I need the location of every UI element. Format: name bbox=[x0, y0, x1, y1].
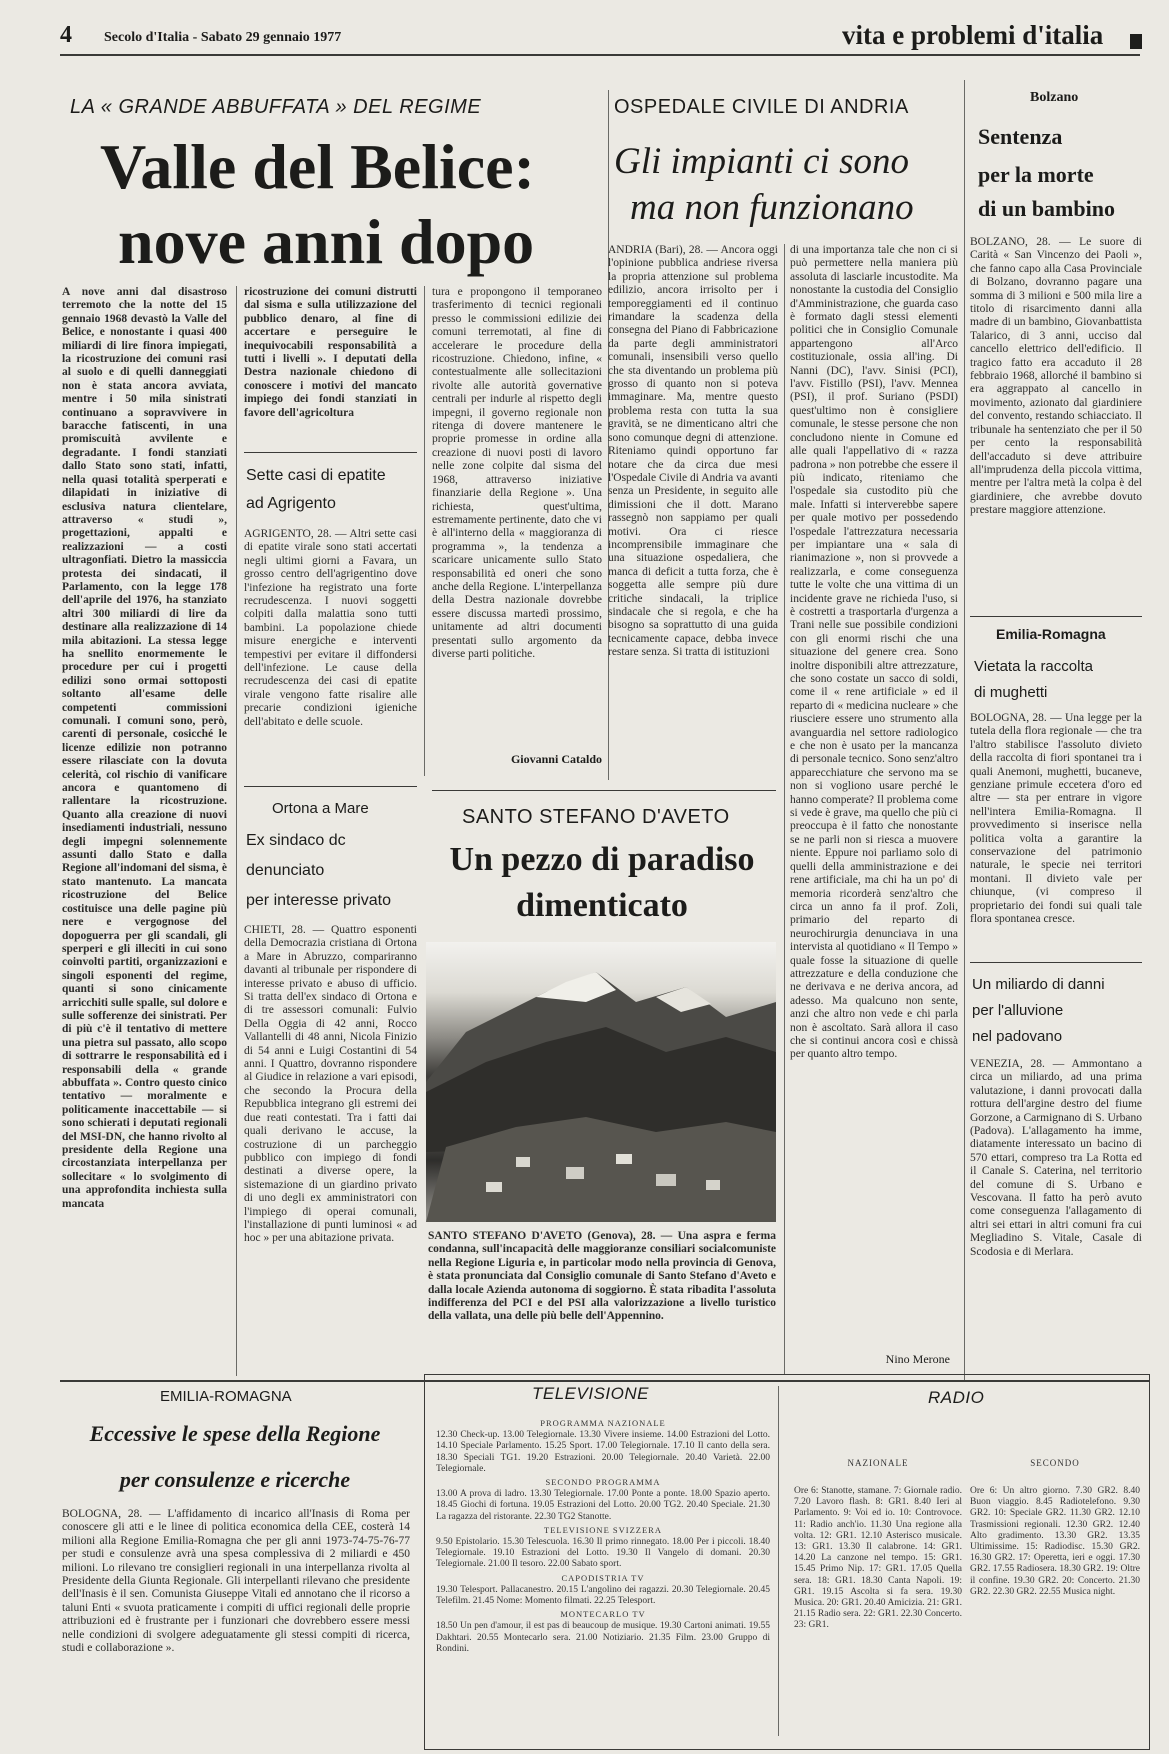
paper-date-line: Secolo d'Italia - Sabato 29 gennaio 1977 bbox=[104, 30, 342, 45]
padovano-title-line3: nel padovano bbox=[972, 1028, 1063, 1045]
santo-stefano-kicker: SANTO STEFANO D'AVETO bbox=[462, 806, 730, 828]
radio-col2-head: SECONDO bbox=[1030, 1458, 1080, 1468]
mughetti-body: BOLOGNA, 28. — Una legge per la tutela della flora regionale — che tra l'altro stabilisce l'assoluto divieto della raccolta di fiori spontanei tra i quali Anemoni, mughetti, bucaneve, genziane primule eccetera d'oro ed altre — sta per entrare in vigore nell'intera Emilia-Romagna. Il provvedimento si inserisce nella politica volta a garantire la conservazione del patrimonio naturale, le specie nei territori montani. Il divieto vale per chiunque, (vi compreso il proprietario dei fondi sui quali tale flora spontanea cresce. bbox=[970, 712, 1142, 926]
andria-signature: Nino Merone bbox=[885, 1352, 950, 1366]
article-divider bbox=[970, 616, 1142, 617]
mountain-landscape-icon bbox=[426, 942, 776, 1222]
belice-column-1: A nove anni dal disastroso terremoto che la notte del 15 gennaio 1968 devastò la Valle del Belice, e nonostante i quasi 400 miliardi di lire finora impiegati, la ricostruzione dei comuni rasi al suolo e di quelli danneggiati non è stata ancora avviata, mentre i 50 mila sinistrati continuano a sopravvivere in baracche fatiscenti, in una promiscuità avvilente e degradante. I fondi stanziati dallo Stato sono stati, infatti, nella quasi totalità sperperati e dilapidati in iniziative di esclusiva natura clientelare, attraverso « studi », progettazioni, appalti e realizzazioni — a costi ultragonfiati. Dietro la massiccia protesta dei sindacati, il Parlamento, con la legge 178 dell'aprile del 1976, ha stanziato altri 300 miliardi di lire da destinare alla realizzazione di 14 mila abitazioni. La stessa legge ha snellito enormemente le procedure per cui i progetti edilizi sono ormai sottoposti soltanto all'esame delle competenti commissioni comunali. I comuni sono, però, carenti di personale, cosicché le licenze edilizie non potranno essere rilasciate con la dovuta celerità, col rischio di vanificare ancora e quantomeno di rallentare la ricostruzione. Quanto alla creazione di nuovi insediamenti industriali, nessuno degli impegni solennemente assunti dallo Stato e dalla Regione all'indomani del sisma, è stato mantenuto. La mancata ricostruzione del Belice costituisce una delle pagine più nere e vergognose del dopoguerra per gli scandali, gli sperperi e gli illeciti in cui sono coinvolti partiti, organizzazioni e singoli esponenti del regime, quanti si sono cinicamente arricchiti sulle spalle, sul dolore e sulle sofferenze dei sinistrati. Per di più c'è il tentativo di mettere una pietra sul passato, allo scopo di sottrarre le responsabilità ed i responsabili della « grande abbuffata ». Contro questo cinico tentativo — moralmente e politicamente inaccettabile — si sono schierati i deputati regionali del MSI-DN, che hanno rivolto al presidente della Regione una circostanziata interpellanza per sollecitare « lo svolgimento di una approfondita inchiesta sulla mancata bbox=[62, 286, 227, 1210]
mughetti-kicker: Emilia-Romagna bbox=[996, 626, 1106, 642]
article-divider bbox=[970, 962, 1142, 963]
radio-col2-schedule: Ore 6: Un altro giorno. 7.30 GR2. 8.40 Buon viaggio. 8.45 Radiotelefono. 9.30 GR2. 10: Speciale GR2. 11.30 GR2. 12.10 Trasmissioni regionali. 12.30 GR2. 12.40 Alto gradimento. 13.30 GR2. 13.35 Ultimissime. 15: Radiodisc. 15.30 GR2. 16.30 GR2. 17: Operetta, ieri e oggi. 17.30 GR2. 17.55 Radiosera. 18.30 GR2. 19: Oltre il confine. 19.30 GR2. 20: Concerto. 21.30 GR2. 22.30 GR2. 22.55 Musica night. bbox=[970, 1486, 1140, 1597]
andria-kicker: OSPEDALE CIVILE DI ANDRIA bbox=[614, 96, 909, 118]
tv-channel-heading: PROGRAMMA NAZIONALE bbox=[540, 1418, 666, 1428]
article-divider bbox=[244, 452, 417, 453]
padovano-title-line1: Un miliardo di danni bbox=[972, 976, 1105, 993]
radio-col1-schedule: Ore 6: Stanotte, stamane. 7: Giornale radio. 7.20 Lavoro flash. 8: GR1. 8.40 Ieri al Parlamento. 9: Voi ed io. 10: Controvoce. 11: Radio anch'io. 11.30 Una regione alla volta. 12: GR1. 12.10 Asterisco musicale. 13: GR1. 13.30 Il calabrone. 14: GR1. 14.20 La canzone nel tempo. 15: GR1. 15.45 Primo Nip. 17: GR1. 17.05 Quella sera. 18: GR1. 18.30 Canta Napoli. 19: GR1. 19.15 Ascolta si fa sera. 19.30 Musica. 20: GR1. 20.40 Amicizia. 21: GR1. 21.15 Radio sera. 22: GR1. 22.30 Concerto. 23: GR1. bbox=[794, 1486, 962, 1631]
page-number: 4 bbox=[60, 22, 72, 48]
radio-col1-head: NAZIONALE bbox=[847, 1458, 909, 1468]
ortona-kicker: Ortona a Mare bbox=[272, 800, 369, 817]
tv-channel-schedule: 19.30 Telesport. Pallacanestro. 20.15 L'angolino dei ragazzi. 20.30 Telegiornale. 20.45 Telefilm. 21.45 Nome: Momento filmati. 22.25 Telesport. bbox=[436, 1584, 770, 1607]
radio-title: RADIO bbox=[928, 1388, 985, 1407]
column-divider bbox=[236, 286, 237, 1376]
column-divider bbox=[784, 244, 785, 1374]
santo-stefano-title-line1: Un pezzo di paradiso bbox=[449, 841, 755, 878]
article-divider bbox=[244, 786, 417, 787]
padovano-title-line2: per l'alluvione bbox=[972, 1002, 1064, 1019]
ortona-body: CHIETI, 28. — Quattro esponenti della Democrazia cristiana di Ortona a Mare in Abruzzo, compariranno davanti al tribunale per rispondere di interesse privato e abuso di ufficio. Si tratta dell'ex sindaco di Ortona e di tre assessori comunali: Fulvio Della Oggia di 42 anni, Rocco Vallantelli di 48 anni, Nicola Finizio di 54 anni e Luigi Costantini di 54 anni. I Quattro, dovranno rispondere al Giudice in relazione a vari episodi, che secondo la Procura della Repubblica integrano gli estremi dei due reati contestati. Tra i fatti dai quali derivano le accuse, la costruzione di un parcheggio pubblico con impiego di fondi destinati a diverse opere, la sistemazione di un giardino privato di uno degli ex amministratori con l'impiego di operai comunali, l'installazione di punti luminosi « ad hoc » per una abitazione privata. bbox=[244, 924, 417, 1245]
tv-channel-schedule: 9.50 Epistolario. 15.30 Telescuola. 16.30 Il primo rinnegato. 18.00 Per i piccoli. 18.40 Telegiornale. 19.10 Estrazioni del Lotto. 19.30 Il Vangelo di domani. 20.30 Telegiornale. 21.00 Il tesoro. 22.00 Sabato sport. bbox=[436, 1537, 770, 1570]
ortona-title-line3: per interesse privato bbox=[246, 892, 391, 909]
bolzano-title-line2: per la morte bbox=[978, 162, 1094, 187]
belice-title-line2: nove anni dopo bbox=[118, 206, 535, 277]
padovano-body: VENEZIA, 28. — Ammontano a circa un miliardo, ad una prima valutazione, i danni provocati dalla rottura dell'argine destro del fiume Gorzone, a Carmignano di S. Urbano (Padova). L'allagamento ha imme, diatamente interessato un bacino di 570 ettari, compreso tra La Rotta ed il Canale S. Caterina, nel territorio del comune di S. Urbano e Vescovana. Il fatto ha però avuto come conseguenza l'allagamento di altri sei ettari in altri comuni fra cui Megliadino S. Vitale, Casale di Scodosia e di Merlara. bbox=[970, 1058, 1142, 1258]
agrigento-body: AGRIGENTO, 28. — Altri sette casi di epatite virale sono stati accertati negli ultimi giorni a Favara, un grosso centro dell'agrigentino dove l'infezione ha registrato una forte recrudescenza. I nuovi soggetti colpiti dalla malattia sono tutti bambini. La popolazione chiede misure energiche e interventi tempestivi per evitare il diffondersi dell'infezione. Le cause della recrudescenza dei casi di epatite virale vengono fatte risalire alle precarie condizioni igieniche dell'abitato e delle scuole. bbox=[244, 528, 417, 728]
mountain-village-photo bbox=[426, 942, 776, 1222]
spese-body: BOLOGNA, 28. — L'affidamento di incarico all'Inasis di Roma per conoscere gli atti e le linee di politica economica della CEE, costerà 14 milioni alla Regione Emilia-Romagna che per gli anni 1973-74-75-76-77 per studi e consulenze avrà una spesa complessiva di 2 miliardi e 450 milioni. Lo rilevano tre consiglieri regionali in una interpellanza rivolta al Presidente della Giunta Regionale. Gli interpellanti rilevano che presidente dell'Inasis è il sen. Comunista Giuseppe Vitali ed annotano che il ricorso a taluni Enti « svuota praticamente i compiti di uffici regionali delle proprie attribuzioni ed è frustrante per i funzionari che dovrebbero essere messi nelle condizioni di svolgere adeguatamente gli stessi compiti di ricerca, studi e collaborazione ». bbox=[62, 1508, 410, 1655]
belice-column-3: tura e propongono il temporaneo trasferimento di tecnici regionali presso le commissioni edilizie dei comuni terremotati, al fine di accelerare le procedure della ricostruzione. Chiedono, infine, « contestualmente alle sollecitazioni rivolte alle autorità governative centrali per indurle al rispetto degli impegni, il governo regionale non ritenga di dovere mantenere le proprie promesse in ordine alla creazione di nuovi posti di lavoro nelle zone colpite dal sisma del 1968, attraverso iniziative finanziarie della Regione ». Una richiesta, quest'ultima, estremamente pertinente, dato che vi è all'interno della « maggioranza di programma », la tendenza a scaricare unicamente sullo Stato responsabilità ed oneri che sono anche della Regione. L'interpellanza della Destra nazionale dovrebbe essere discussa martedì prossimo, unitamente ad altri documenti presentati sullo argomento da diverse parti politiche. bbox=[432, 286, 602, 660]
tv-title: TELEVISIONE bbox=[532, 1384, 649, 1403]
bolzano-body: BOLZANO, 28. — Le suore di Carità « San Vincenzo dei Paoli », che fanno capo alla Casa Provinciale di Bolzano, dovranno pagare una somma di 3 milioni e 500 mila lire a titolo di risarcimento danni alla madre di un bambino, Giovanbattista Talarico, di 3 anni, ucciso dal cancello elettrico dell'edificio. Il tragico fatto era accaduto il 28 febbraio 1968, allorché il bambino si era aggrappato al cancello in movimento, azionato dal giardiniere del convento, restando schiacciato. Il tribunale ha sentenziato che per il 50 per cento la responsabilità dell'accaduto si deve attribuire all'imprudenza della piccola vittima, mentre per l'altra metà la colpa è del giardiniere, che avrebbe dovuto prestare maggiore attenzione. bbox=[970, 236, 1142, 517]
andria-title-line1: Gli impianti ci sono bbox=[614, 141, 909, 182]
andria-column-1: ANDRIA (Bari), 28. — Ancora oggi l'opinione pubblica andriese riversa la propria attenzione sul problema edilizio, ancora irrisolto per i temporeggiamenti ed il continuo rimandare la scadenza della consegna del Piano di Fabbricazione da parte degli amministratori comunali, insensibili verso quello che sta diventando un problema più grosso di quanto non si poteva immaginare. Ma, mentre questo problema resta con tutta la sua gravità, se ne dimenticano altri che sono comunque degni di attenzione. Riteniamo quindi opportuno far notare che da circa due mesi l'Ospedale Civile di Andria va avanti senza un Presidente, in seguito alle dimissioni che il dott. Marano rassegnò non sappiamo per quali motivi. Ora ci riesce incomprensibile immaginare che una situazione ospedaliera, che manca di deficit a tutta forza, che è soggetta alle sempre più dure critiche sindacali, la triplice sindacale che si regola, e che ha bisogno sa soprattutto di una guida tecnicamente capace, debba invece restare senza. Si tratta di istituzioni bbox=[608, 244, 778, 659]
header-rule bbox=[60, 54, 1140, 56]
spese-kicker: EMILIA-ROMAGNA bbox=[160, 1388, 292, 1405]
santo-stefano-title-line2: dimenticato bbox=[516, 887, 688, 924]
agrigento-title-line1: Sette casi di epatite bbox=[246, 467, 386, 484]
andria-column-2: di una importanza tale che non ci si può permettere nella maniera più assoluta di lasciarle incustodite. Ma nonostante la custodia del Consiglio d'Amministrazione, che guarda caso è formato dagli stessi elementi politici che in Consiglio Comunale appartengono all'Arco costituzionale, ossia all'ing. Di Nanni (DC), l'avv. Sinisi (PCI), l'avv. Fistillo (PSI), l'avv. Mennea (PSI), il prof. Suriano (PSDI) quest'ultimo non è consigliere comunale, le stesse persone che non concludono niente in Comune ed alle quali l'appellativo di « razza padrona » non potrebbe che essere il più indicato, riteniamo che l'ospedale sia custodito più che male. Infatti si interverebbe sapere per quale motivo per possedendo l'ospedale l'attrezzatura necessaria per impiantare una « sala di rianimazione », non si provvede a realizzarla, e come conseguenza tutte le volte che una vittima di un incidente grave ne richieda l'uso, si è costretti a trasportarla d'urgenza a Trani nelle sue possibile condizioni con gli enormi rischi che una situazione del genere crea. Sono inoltre disponibili altre attrezzature, che sono costate un sacco di soldi, come il « rene artificiale » ed il reparto di « medicina nucleare » che riusciere essere uno strumento alla avanguardia nel settore radiologico e che non è usato per la mancanza di personale tecnico. Sono senz'altro apparecchiature che servono ma se non si vogliono usare perché le hanno comperate? Il problema come si vede è grave, ma quello che più ci preoccupa è il fatto che nonostante se ne parli non si riesca a muovere niente. Eppure noi parliamo solo di quelli della amministrazione e dei rene artificiale, ma chi ha un po' di memoria ricorderà senz'altro che circa un anno fa il prof. Zoli, primario del reparto di neurochirurgia denunciava in una intervista al quotidiano « Il Tempo » quale fosse la situazione di quelle attrezzature e della conduzione che ne derivava e ne deriva ancora, ad adesso. Ma qualcuno non sente, anzi che altro non vede e chi parla non è ascoltato. Sarà allora il caso che si continui ancora così e chissà per quanto altro tempo. bbox=[790, 244, 958, 1061]
tv-channel-heading: CAPODISTRIA TV bbox=[561, 1572, 645, 1583]
belice-signature: Giovanni Cataldo bbox=[510, 752, 602, 766]
belice-kicker: LA « GRANDE ABBUFFATA » DEL REGIME bbox=[70, 96, 482, 118]
tv-listings bbox=[436, 1416, 770, 1742]
andria-title-line2: ma non funzionano bbox=[630, 187, 914, 228]
section-marker-icon bbox=[1130, 34, 1142, 49]
ortona-title-line1: Ex sindaco dc bbox=[246, 832, 346, 849]
bolzano-title-line1: Sentenza bbox=[978, 124, 1063, 149]
belice-column-2: ricostruzione dei comuni distrutti dal sisma e sulla utilizzazione del pubblico denaro, al fine di accertare e perseguire le inequivocabili responsabilità a tutti i livelli ». I deputati della Destra nazionale chiedono di conoscere i motivi del mancato impiego dei fondi stanziati in favore dell'agricoltura bbox=[244, 286, 417, 419]
tv-channel-schedule: 13.00 A prova di ladro. 13.30 Telegiornale. 17.00 Ponte a ponte. 18.00 Spazio aperto. 18.45 Giochi di fortuna. 19.05 Estrazioni del Lotto. 20.00 TG2. 20.40 Speciale. 21.30 La ragazza del ristorante. 22.30 TG2 Stanotte. bbox=[436, 1489, 770, 1522]
tv-radio-divider bbox=[778, 1386, 779, 1736]
mughetti-title-line2: di mughetti bbox=[974, 684, 1048, 701]
spese-title-line1: Eccessive le spese della Regione bbox=[89, 1421, 381, 1446]
tv-channel-schedule: 12.30 Check-up. 13.00 Telegiornale. 13.30 Vivere insieme. 14.00 Estrazioni del Lotto. 14.10 Speciale Parlamento. 15.25 Sport. 17.00 Telegiornale. 17.10 Il canto della sera. 18.30 Speciali TG1. 19.20 Estrazioni. 20.00 Telegiornale. 20.40 Varietà. 22.00 Telegiornale. bbox=[436, 1430, 770, 1474]
santo-stefano-caption: SANTO STEFANO D'AVETO (Genova), 28. — Una aspra e ferma condanna, sull'incapacità delle maggioranze consiliari socialcomuniste nella Regione Liguria e, in particolar modo nella provincia di Genova, è stata pronunciata dal Consiglio comunale di Santo Stefano d'Aveto e dalla locale Azienda autonoma di soggiorno. È stata ribadita l'assoluta indifferenza del PCI e del PSI alla valorizzazione a livello turistico della vallata, una delle più belle dell'Appennino. bbox=[428, 1230, 776, 1323]
bolzano-title-line3: di un bambino bbox=[978, 196, 1115, 221]
tv-channel-heading: SECONDO PROGRAMMA bbox=[545, 1477, 661, 1488]
article-divider bbox=[432, 790, 776, 791]
belice-title-line1: Valle del Belice: bbox=[100, 131, 535, 202]
column-divider bbox=[964, 80, 965, 1380]
spese-title-line2: per consulenze e ricerche bbox=[119, 1467, 351, 1492]
tv-channel-heading: MONTECARLO TV bbox=[560, 1609, 646, 1620]
agrigento-title-line2: ad Agrigento bbox=[246, 495, 336, 512]
ortona-title-line2: denunciato bbox=[246, 862, 325, 879]
tv-channel-heading: TELEVISIONE SVIZZERA bbox=[544, 1524, 662, 1535]
bolzano-kicker: Bolzano bbox=[1030, 90, 1079, 105]
column-divider bbox=[424, 286, 425, 776]
mughetti-title-line1: Vietata la raccolta bbox=[974, 658, 1093, 675]
section-title: vita e problemi d'italia bbox=[842, 20, 1104, 50]
tv-channel-schedule: 18.50 Un pen d'amour, il est pas di beaucoup de musique. 19.30 Cartoni animati. 19.55 Dakhtari. 20.55 Montecarlo sera. 21.00 Notiziario. 21.35 Film. 23.00 Gruppo di Rondini. bbox=[436, 1621, 770, 1654]
